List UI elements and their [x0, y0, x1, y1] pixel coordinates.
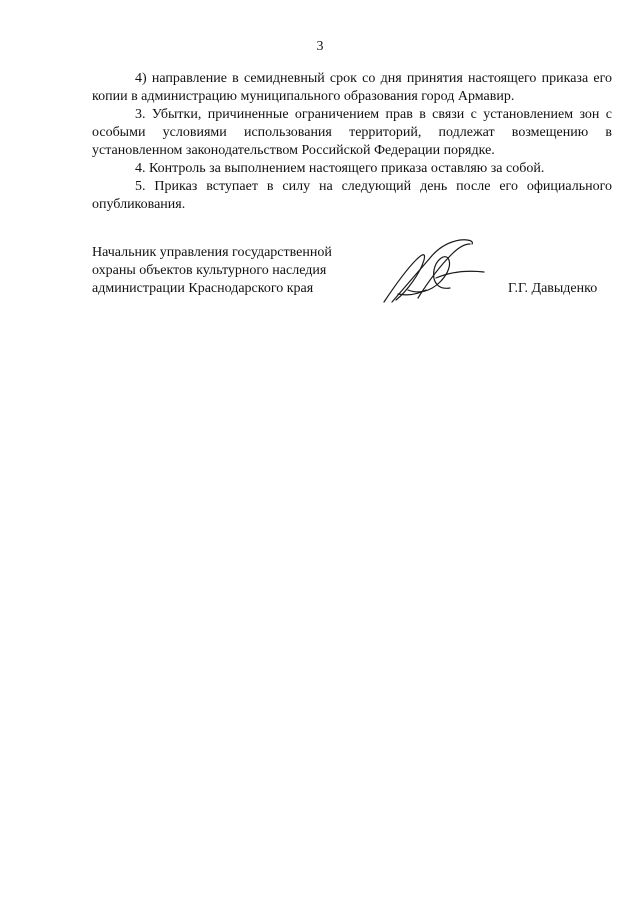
- paragraph-1: 4) направление в семидневный срок со дня принятия настоящего приказа его копии в администрацию муниципального образования город Армавир.: [92, 71, 612, 104]
- handwritten-signature: [378, 232, 490, 308]
- document-body: [92, 70, 612, 214]
- signatory-title-line-1: Начальник управления государственной: [92, 245, 332, 260]
- paragraph-2: 3. Убытки, причиненные ограничением прав в связи с установлением зон с особыми условиями использования территорий, подлежат возмещению в установленном законодательством Российской Федерации порядке.: [92, 107, 612, 158]
- signatory-title: [92, 244, 382, 298]
- paragraph-3: 4. Контроль за выполнением настоящего приказа оставляю за собой.: [135, 161, 545, 176]
- page-number: 3: [316, 39, 324, 54]
- signatory-name: Г.Г. Давыденко: [508, 281, 598, 296]
- signatory-title-line-3: администрации Краснодарского края: [92, 281, 314, 296]
- signatory-title-line-2: охраны объектов культурного наследия: [92, 263, 327, 278]
- paragraph-4: 5. Приказ вступает в силу на следующий день после его официального опубликования.: [92, 179, 612, 212]
